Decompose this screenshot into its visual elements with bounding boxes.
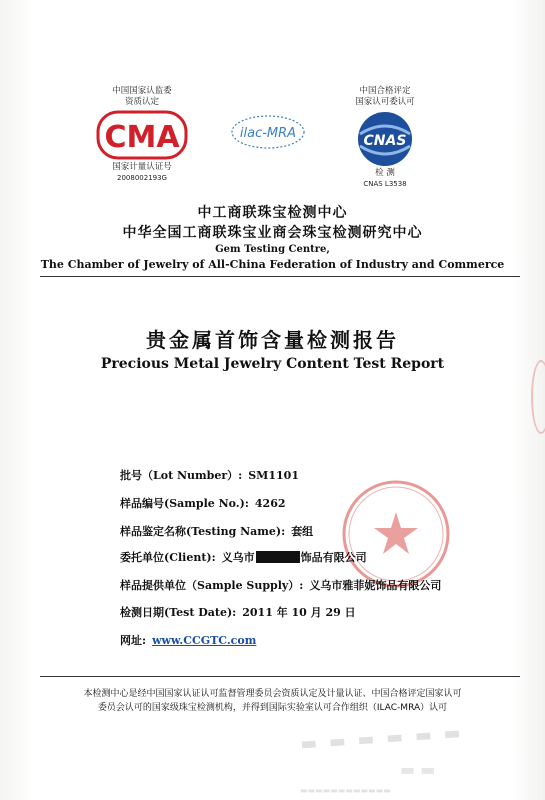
cma-caption-bottom: 国家计量认证号 (112, 162, 172, 172)
lot-number-label: 批号（Lot Number）: (120, 469, 243, 482)
cnas-caption-top-1: 中国合格评定 (359, 86, 411, 96)
test-date-value: 2011 年 10 月 29 日 (242, 606, 356, 619)
client-value-prefix: 义乌市 (221, 551, 255, 564)
report-title-cn: 贵金属首饰含量检测报告 (146, 328, 399, 352)
header-en-line2: The Chamber of Jewelry of All-China Federation of Industry and Commerce (40, 258, 505, 271)
cnas-logo (352, 110, 418, 168)
cma-caption-top-1: 中国国家认监委 (112, 86, 172, 96)
test-date-label: 检测日期(Test Date): (120, 606, 237, 619)
red-seal-stamp (340, 478, 452, 590)
footer-line-2: 委员会认可的国家级珠宝检测机构，并得到国际实验室认可合作组织（ILAC-MRA）认可 (97, 703, 448, 713)
website-link[interactable]: www.CCGTC.com (152, 634, 257, 647)
sample-supply-label: 样品提供单位（Sample Supply）: (120, 579, 304, 592)
cnas-caption-top-2: 国家认可委认可 (355, 97, 415, 107)
testing-name-label: 样品鉴定名称(Testing Name): (120, 525, 286, 538)
ilac-logo (228, 112, 308, 152)
bleed-through-text-1: ▬ ▬ ▬ ▬ ▬ ▬ (299, 722, 465, 755)
cma-mark-text: CMA (104, 120, 180, 155)
cma-caption-top-2: 资质认定 (124, 97, 159, 107)
ilac-logo-block (228, 112, 308, 156)
lot-number-row (120, 467, 299, 483)
client-value-suffix: 饰品有限公司 (300, 551, 367, 564)
client-row (120, 549, 367, 565)
footer-line-1: 本检测中心是经中国国家认证认可监督管理委员会资质认定及计量认证、中国合格评定国家认可 (83, 689, 462, 699)
sample-number-row (120, 495, 286, 511)
client-label: 委托单位(Client): (120, 551, 216, 564)
lot-number-value: SM1101 (248, 469, 299, 482)
cnas-mark-text: CNAS (363, 133, 407, 149)
cnas-caption-bottom: 检 测 (375, 168, 395, 178)
header-divider (40, 276, 520, 277)
cnas-code: CNAS L3538 (363, 180, 407, 188)
redaction-bar (256, 551, 300, 563)
cnas-logo-block (340, 86, 430, 190)
bleed-through-text-2: ▬ ▬ (400, 760, 436, 779)
test-date-row (120, 604, 356, 620)
sample-supply-row (120, 577, 441, 593)
bleed-through-text-3: ▬▬▬▬▬▬▬▬▬▬▬▬ (300, 786, 391, 795)
cma-logo (96, 110, 188, 160)
header-en-line1: Gem Testing Centre, (215, 244, 330, 255)
header-cn-short: 中工商联珠宝检测中心 (197, 205, 348, 221)
cma-logo-block (92, 86, 192, 184)
website-row (120, 632, 256, 648)
testing-name-value: 套组 (291, 525, 314, 538)
website-label: 网址: (120, 634, 147, 647)
sample-number-value: 4262 (254, 497, 286, 510)
ilac-mark-text: ilac-MRA (239, 126, 297, 141)
report-title-en: Precious Metal Jewelry Content Test Report (100, 356, 445, 372)
header-cn-full: 中华全国工商联珠宝业商会珠宝检测研究中心 (122, 225, 423, 241)
sample-number-label: 样品编号(Sample No.): (120, 497, 249, 510)
footer-divider (40, 676, 520, 677)
sample-supply-value: 义乌市雅菲妮饰品有限公司 (309, 579, 442, 592)
testing-name-row (120, 523, 313, 539)
cma-code: 2008002193G (117, 174, 167, 182)
